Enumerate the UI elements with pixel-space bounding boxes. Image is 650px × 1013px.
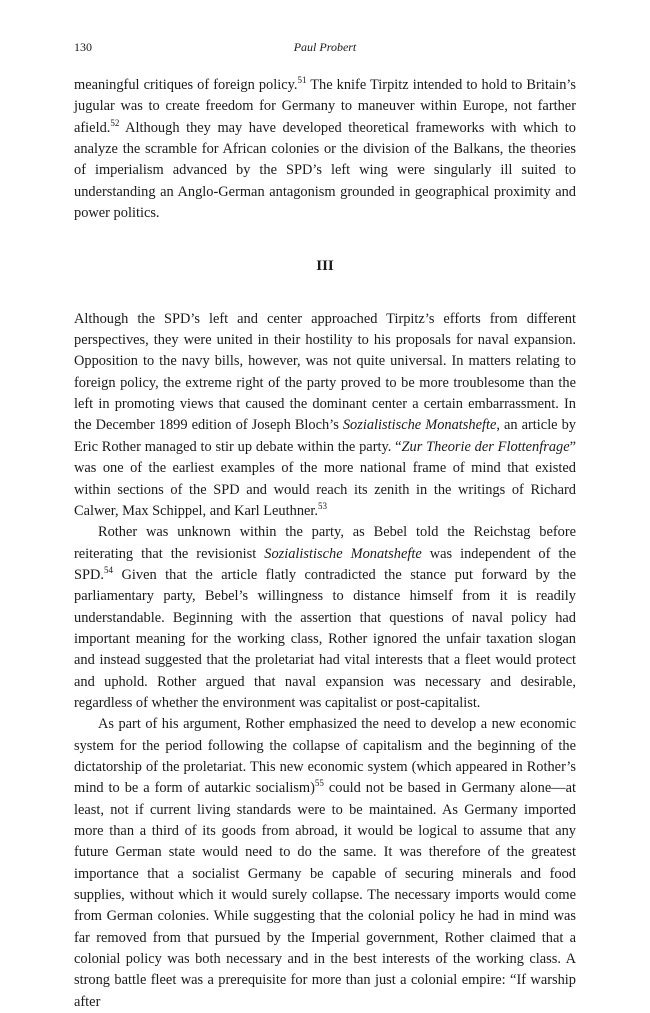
text-run: The knife Tirpitz intended to hold to Britain’s jugular was to create freedom for Germany to maneuver within Europe, not farther afield. (74, 77, 576, 136)
body-text (74, 75, 576, 1013)
page-header (74, 40, 576, 60)
text-run: Rother was unknown within the party, as Bebel told the Reichstag before reiterating that the revisionist (74, 524, 576, 562)
paragraph-2 (74, 309, 576, 522)
text-run: As part of his argument, Rother emphasized the need to develop a new economic system for the period following the collapse of capitalism and the beginning of the dictatorship of the proletariat. This new economic system (which appeared in Rother’s mind to be a form of autarkic socialism) (74, 716, 576, 797)
text-run: Although the SPD’s left and center approached Tirpitz’s efforts from different perspectives, they were united in their hostility to his proposals for naval expansion. Opposition to the navy bills, however, was not quite universal. In matters relating to foreign policy, the extreme right of the party proved to be more troublesome than the left in promoting views that caused the dominant center a certain embarrassment. In the December 1899 edition of Joseph Bloch’s (74, 310, 576, 434)
journal-title: Sozialistische Monatshefte (342, 417, 497, 434)
running-head-author: Paul Probert (293, 40, 357, 54)
text-run: , an article by Eric Rother managed to stir up debate within the party. “ (74, 417, 576, 455)
text-run: Given that the article flatly contradicted the stance put forward by the parliamentary party, Bebel’s willingness to distance himself from it is readily understandable. Beginning with the assertion that questions of naval policy had important meaning for the working class, Rother ignored the unfair taxation slogan and instead suggested that the proletariat had vital interests that a fleet would protect and uphold. Rother argued that naval expansion was necessary and desirable, regardless of whether the environment was capitalist or post-capitalist. (74, 566, 576, 711)
footnote-ref: 55 (314, 778, 324, 789)
text-run: meaningful critiques of foreign policy. (74, 77, 298, 93)
page-number: 130 (74, 40, 92, 54)
journal-title: Sozialistische Monatshefte (264, 545, 422, 562)
text-run: ” was one of the earliest examples of the more national frame of mind that existed within sections of the SPD and would reach its zenith in the writings of Richard Calwer, Max Schippel, and Karl Leuthner. (74, 438, 576, 519)
section-heading: III (316, 258, 334, 275)
footnote-ref: 54 (104, 564, 113, 575)
article-title: Zur Theorie der Flottenfrage (401, 438, 570, 455)
paragraph-4 (74, 714, 576, 1013)
text-run: was independent of the SPD. (74, 545, 577, 583)
footnote-ref: 53 (318, 500, 327, 511)
text-run: Although they may have developed theoretical frameworks with which to analyze the scramble for African colonies or the division of the Balkans, the theories of imperialism advanced by the SPD’s left wing were singularly ill suited to understanding an Anglo-German antagonism grounded in geographical proximity and power politics. (74, 119, 576, 222)
paragraph-3 (74, 522, 576, 714)
text-run: could not be based in Germany alone—at least, not if current living standards were to be maintained. As Germany imported more than a third of its goods from abroad, it would be logical to assume that any future German state would need to do the same. It was therefore of the greatest importance that a socialist Germany be capable of securing minerals and food supplies, without which it would surely collapse. The necessary imports would come from German colonies. While suggesting that the colonial policy he had in mind was far removed from that pursued by the Imperial government, Rother claimed that a colonial policy was both necessary and in the best interests of the working class. A strong battle fleet was a prerequisite for more than just a colonial empire: “If warship after (74, 780, 576, 1010)
footnote-ref: 51 (297, 75, 307, 85)
paragraph-1 (74, 75, 576, 224)
footnote-ref: 52 (110, 117, 120, 128)
